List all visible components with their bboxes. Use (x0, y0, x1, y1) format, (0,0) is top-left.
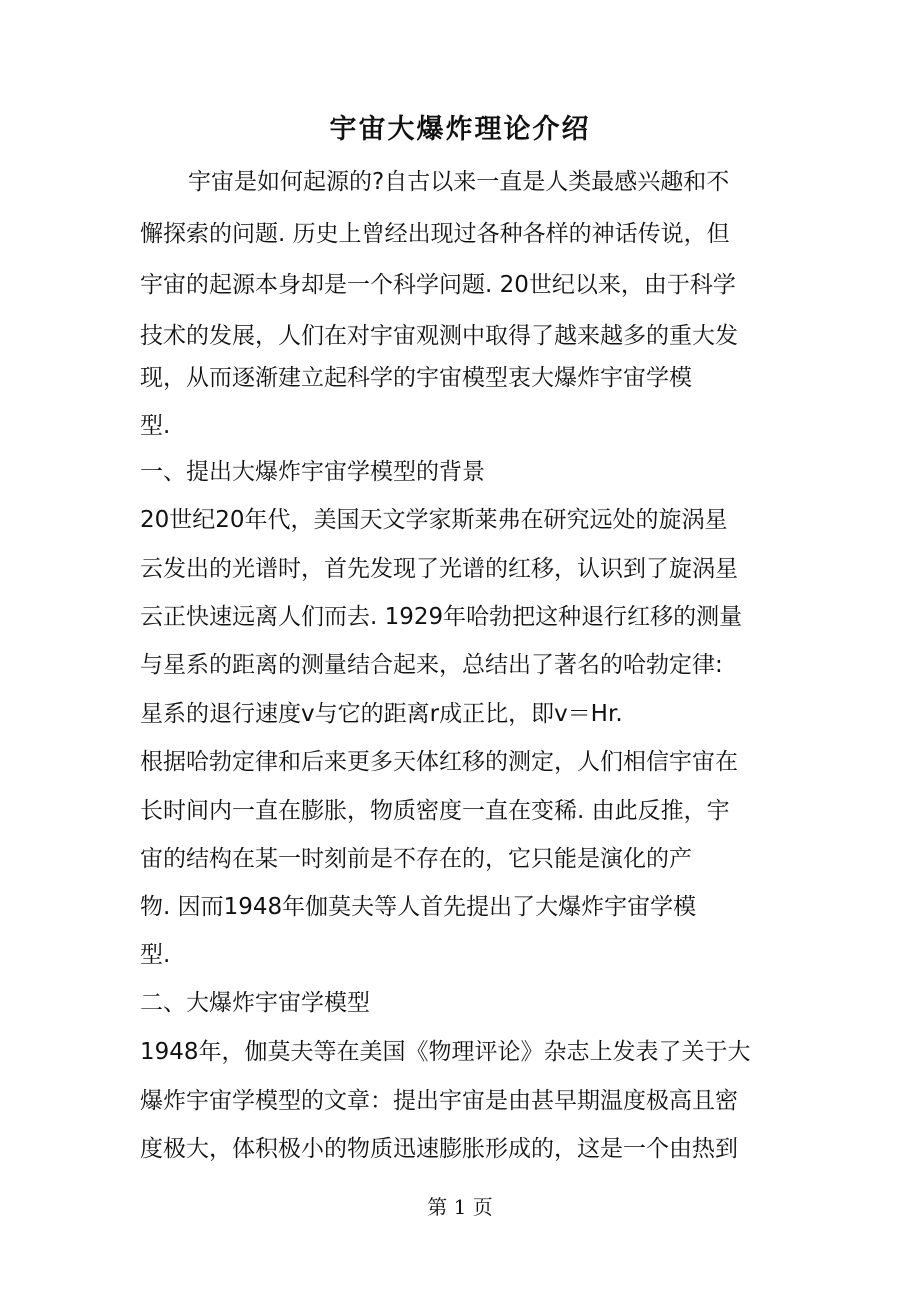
text-line: 长时间内一直在膨胀，物质密度一直在变稀. 由此反推，宇 (140, 798, 730, 824)
text-line: 懈探索的问题. 历史上曾经出现过各种各样的神话传说，但 (140, 221, 730, 247)
document-title: 宇宙大爆炸理论介绍 (329, 114, 591, 145)
text-line: 技术的发展，人们在对宇宙观测中取得了越来越多的重大发 (140, 323, 738, 349)
section-heading: 一、提出大爆炸宇宙学模型的背景 (140, 459, 485, 485)
section-heading: 二、大爆炸宇宙学模型 (140, 990, 370, 1016)
text-line: 物. 因而1948年伽莫夫等人首先提出了大爆炸宇宙学模 (140, 894, 697, 920)
text-line: 型. (140, 413, 171, 439)
text-line: 与星系的距离的测量结合起来，总结出了著名的哈勃定律: (140, 652, 723, 678)
text-line: 型. (140, 942, 171, 968)
text-line: 宇宙是如何起源的?自古以来一直是人类最感兴趣和不 (188, 169, 730, 195)
text-line: 1948年，伽莫夫等在美国《物理评论》杂志上发表了关于大 (140, 1039, 751, 1065)
text-line: 根据哈勃定律和后来更多天体红移的测定，人们相信宇宙在 (140, 749, 738, 775)
text-line: 宙的结构在某一时刻前是不存在的，它只能是演化的产 (140, 846, 692, 872)
text-line: 星系的退行速度v与它的距离r成正比，即v＝Hr. (140, 701, 623, 727)
text-line: 云正快速远离人们而去. 1929年哈勃把这种退行红移的测量 (140, 604, 743, 630)
text-line: 现，从而逐渐建立起科学的宇宙模型衷大爆炸宇宙学模 (140, 365, 692, 391)
text-line: 度极大，体积极小的物质迅速膨胀形成的，这是一个由热到 (140, 1136, 738, 1162)
text-line: 云发出的光谱时，首先发现了光谱的红移，认识到了旋涡星 (140, 556, 738, 582)
text-line: 爆炸宇宙学模型的文章：提出宇宙是由甚早期温度极高且密 (140, 1088, 738, 1114)
text-line: 20世纪20年代，美国天文学家斯莱弗在研究远处的旋涡星 (140, 507, 728, 533)
page-number: 第 1 页 (427, 1195, 493, 1219)
text-line: 宇宙的起源本身却是一个科学问题. 20世纪以来，由于科学 (140, 272, 736, 298)
